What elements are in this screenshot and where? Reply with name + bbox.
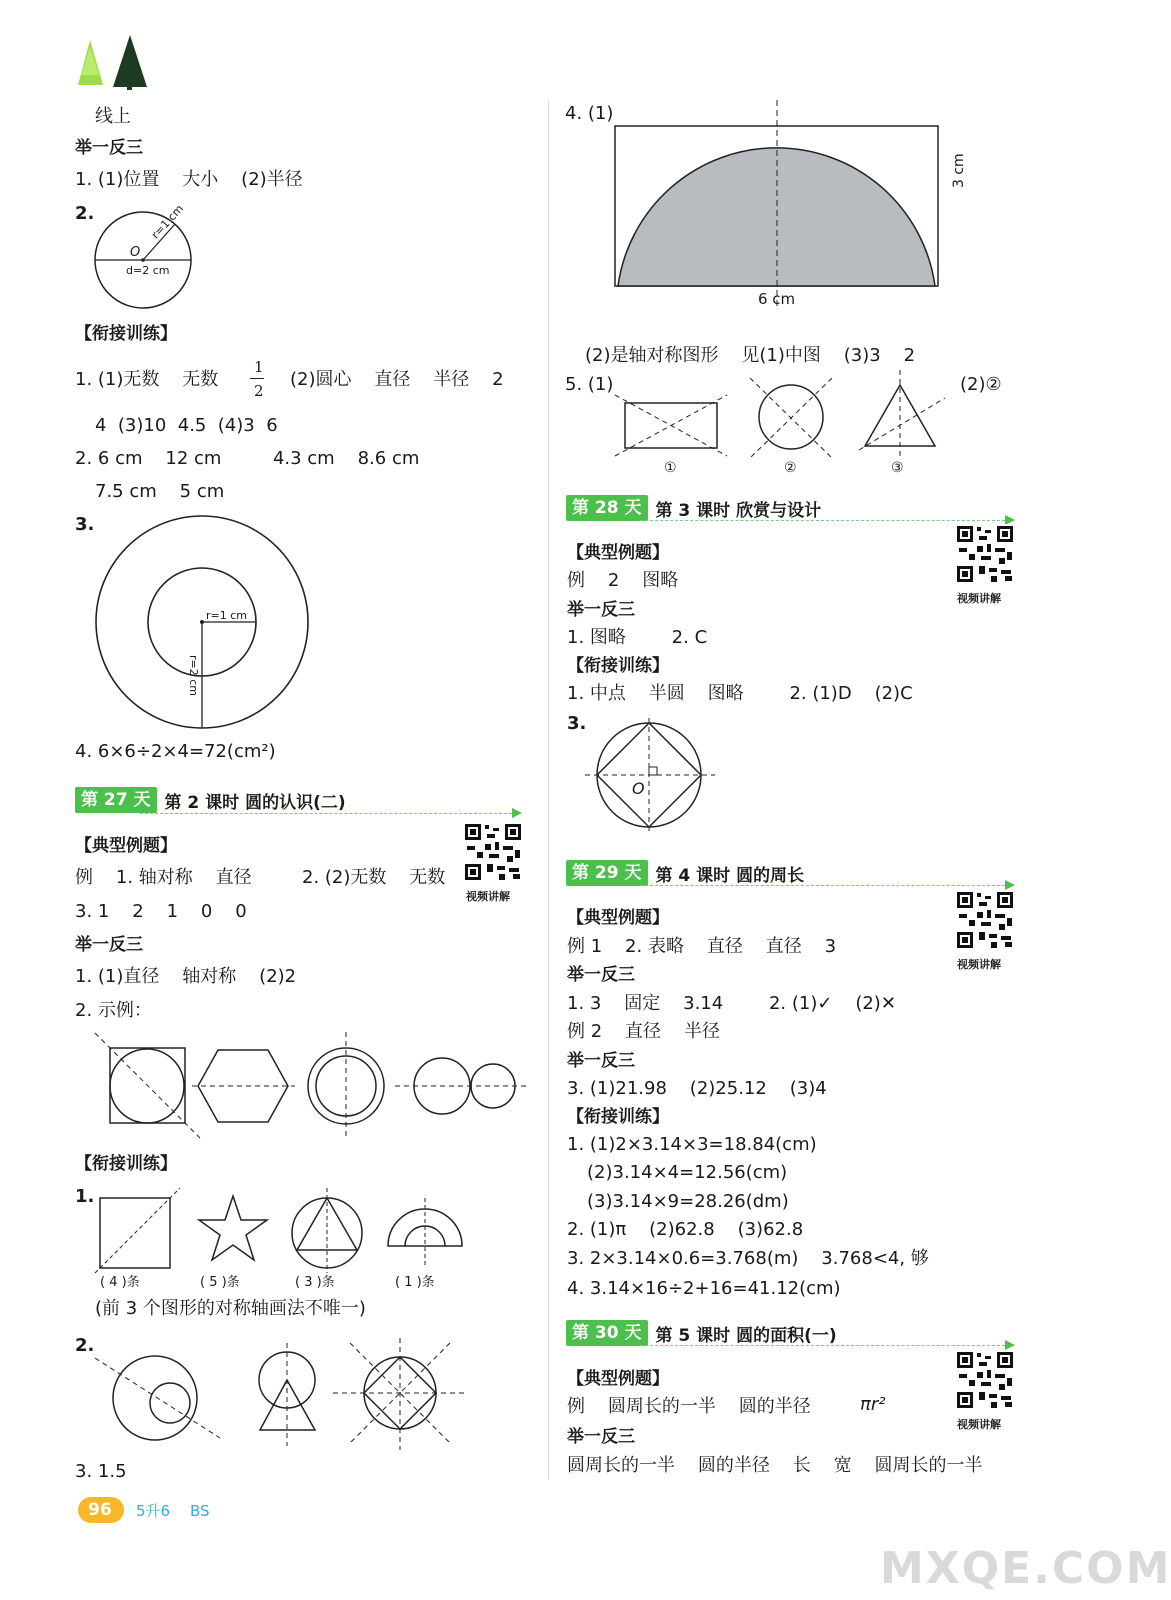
answer-line: 2. (1)π (2)62.8 (3)62.8: [567, 1219, 804, 1240]
answer-line: 3. 1.5: [75, 1461, 127, 1482]
day-header: [566, 1319, 837, 1347]
day-badge: 第 29 天: [566, 860, 648, 886]
qr-label: 视频讲解: [957, 958, 1001, 971]
question-number: 3.: [567, 713, 587, 734]
qr-label: 视频讲解: [957, 1418, 1001, 1431]
answer-line: 1. (1)无数 无数: [75, 369, 219, 390]
day-header: [566, 859, 804, 887]
figure-label: ②: [784, 460, 797, 476]
fraction-numerator: 1: [254, 358, 264, 376]
answer-line: 2. (2)无数 无数: [302, 867, 446, 888]
header-dash: [640, 1345, 1005, 1346]
section-heading: 【衔接训练】: [75, 1154, 177, 1174]
answer-line: 例 2 图略: [567, 570, 679, 591]
answer-line: 4. (1): [565, 103, 614, 124]
section-heading: 【典型例题】: [567, 908, 669, 928]
section-heading: 举一反三: [567, 1051, 635, 1071]
answer-line: 4. 3.14×16÷2+16=41.12(cm): [567, 1278, 841, 1299]
header-dash: [140, 813, 512, 814]
circle-square-design-figure: [585, 718, 715, 833]
header-dash: [640, 520, 1005, 521]
axis-count: ( 4 )条: [100, 1275, 140, 1290]
section-heading: 举一反三: [75, 935, 143, 955]
symmetry-examples-figure: [90, 1030, 530, 1140]
fraction-denominator: 2: [254, 382, 264, 400]
day-title: 第 4 课时 圆的周长: [655, 865, 805, 886]
header-arrow-icon: [1005, 1340, 1015, 1350]
intro-text: 线上: [95, 106, 131, 127]
qr-code-icon: [955, 524, 1019, 588]
answer-line: 例 1. 轴对称 直径: [75, 867, 252, 888]
answer-line: (2)②: [960, 374, 1002, 395]
column-divider: [548, 100, 549, 1480]
figure-label: ③: [891, 460, 904, 476]
day-badge: 第 30 天: [566, 1320, 648, 1346]
answer-line: (2)是轴对称图形 见(1)中图 (3)3 2: [585, 345, 916, 366]
section-heading: 【典型例题】: [567, 1369, 669, 1389]
day-title: 第 2 课时 圆的认识(二): [164, 792, 346, 813]
section-heading: 举一反三: [567, 1427, 635, 1447]
axis-count-figure: [95, 1188, 475, 1273]
answer-line: 1. (1)2×3.14×3=18.84(cm): [567, 1134, 817, 1155]
day-title: 第 3 课时 欣赏与设计: [655, 500, 822, 521]
note-text: (前 3 个图形的对称轴画法不唯一): [95, 1298, 366, 1319]
answer-line: (2)3.14×4=12.56(cm): [587, 1162, 788, 1183]
footer-grade: 5升6: [136, 1502, 171, 1520]
header-arrow-icon: [512, 808, 522, 818]
answer-line: 3. (1)21.98 (2)25.12 (3)4: [567, 1078, 827, 1099]
day-title: 第 5 课时 圆的面积(一): [655, 1325, 837, 1346]
tree-logo: [75, 35, 160, 90]
question-number: 2.: [75, 203, 95, 224]
section-heading: 举一反三: [75, 138, 143, 158]
concentric-circles-figure: [95, 515, 310, 730]
answer-line: 2. 示例：: [75, 1000, 152, 1021]
footer-edition: BS: [190, 1502, 210, 1520]
answer-line: 圆周长的一半 圆的半径 长 宽 圆周长的一半: [567, 1455, 983, 1476]
height-label: 3 cm: [951, 153, 967, 188]
inner-radius-label: r=1 cm: [206, 609, 247, 622]
answer-line: 例 1 2. 表略 直径 直径 3: [567, 936, 837, 957]
section-heading: 【衔接训练】: [75, 324, 177, 344]
symmetry-axes-figure: [615, 370, 945, 465]
answer-line: 5. (1): [565, 374, 614, 395]
section-heading: 【衔接训练】: [567, 656, 669, 676]
answer-line: 1. (1)直径 轴对称 (2)2: [75, 966, 297, 987]
watermark: MXQE.COM: [880, 1543, 1171, 1594]
formula: πr²: [860, 1394, 886, 1415]
question-number: 3.: [75, 514, 95, 535]
answer-line: 4 (3)10 4.5 (4)3 6: [95, 415, 278, 436]
section-heading: 举一反三: [567, 600, 635, 620]
day-header: [75, 786, 346, 814]
radius-label: r=1 cm: [148, 202, 187, 242]
day-header: [566, 494, 821, 522]
section-heading: 【典型例题】: [75, 836, 177, 856]
diameter-label: d=2 cm: [126, 264, 170, 277]
answer-line: (2)圆心 直径 半径 2: [290, 369, 504, 390]
answer-line: 3. 1 2 1 0 0: [75, 901, 247, 922]
header-dash: [640, 885, 1005, 886]
section-heading: 【衔接训练】: [567, 1107, 669, 1127]
answer-line: 例 圆周长的一半 圆的半径: [567, 1396, 811, 1417]
width-label: 6 cm: [758, 290, 796, 308]
header-arrow-icon: [1005, 880, 1015, 890]
answer-line: (3)3.14×9=28.26(dm): [587, 1191, 789, 1212]
page-number: 96: [88, 1500, 112, 1520]
qr-code-icon: [955, 1350, 1019, 1414]
semicircle-figure: [615, 100, 945, 310]
outer-radius-label: r=2 cm: [187, 655, 200, 696]
answer-line: 2. 6 cm 12 cm 4.3 cm 8.6 cm: [75, 448, 420, 469]
symmetry-draw-figure: [95, 1338, 525, 1453]
qr-code-icon: [955, 890, 1019, 954]
section-heading: 【典型例题】: [567, 543, 669, 563]
answer-line: 1. 3 固定 3.14 2. (1)✓ (2)✕: [567, 993, 896, 1014]
axis-count: ( 1 )条: [395, 1275, 435, 1290]
answer-line: 1. (1)位置 大小 (2)半径: [75, 169, 303, 190]
answer-line: 1. 图略 2. C: [567, 627, 708, 648]
axis-count: ( 3 )条: [295, 1275, 335, 1290]
center-label: O: [632, 779, 645, 798]
question-number: 1.: [75, 1186, 95, 1207]
day-badge: 第 27 天: [75, 787, 157, 813]
axis-count: ( 5 )条: [200, 1275, 240, 1290]
fraction-bar: [250, 378, 264, 379]
answer-line: 7.5 cm 5 cm: [95, 481, 225, 502]
answer-line: 例 2 直径 半径: [567, 1021, 720, 1042]
figure-label: ①: [664, 460, 677, 476]
answer-line: 4. 6×6÷2×4=72(cm²): [75, 741, 276, 762]
section-heading: 举一反三: [567, 965, 635, 985]
day-badge: 第 28 天: [566, 495, 648, 521]
answer-line: 1. 中点 半圆 图略 2. (1)D (2)C: [567, 683, 913, 704]
qr-label: 视频讲解: [466, 890, 510, 903]
answer-line: 3. 2×3.14×0.6=3.768(m) 3.768<4, 够: [567, 1248, 929, 1269]
qr-code-icon: [463, 822, 527, 886]
question-number: 2.: [75, 1335, 95, 1356]
center-label: O: [130, 245, 141, 260]
qr-label: 视频讲解: [957, 592, 1001, 605]
